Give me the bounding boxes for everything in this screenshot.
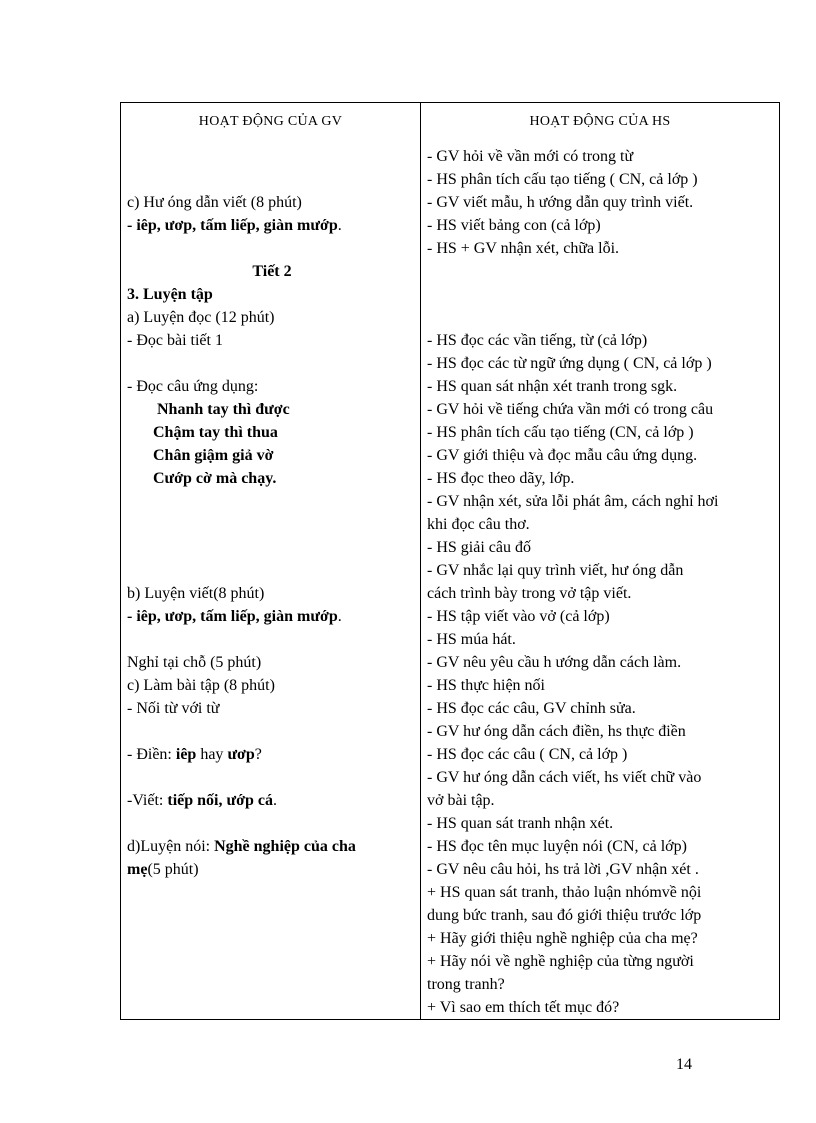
student-line: - HS đọc theo dãy, lớp. (427, 470, 575, 487)
student-line: - GV nêu yêu cầu h ướng dẫn cách làm. (427, 654, 682, 671)
section-title-luyen-tap: 3. Luyện tập (127, 286, 213, 303)
student-line: - HS giải câu đố (427, 539, 531, 556)
student-line: - HS quan sát nhận xét tranh trong sgk. (427, 378, 678, 395)
student-line: - HS đọc các vần tiếng, từ (cả lớp) (427, 332, 648, 349)
teacher-column (127, 145, 417, 881)
poem-line: Nhanh tay thì được (157, 401, 290, 418)
student-line: - HS viết bảng con (cả lớp) (427, 217, 601, 234)
teacher-line: - Đọc câu ứng dụng: (127, 378, 259, 395)
student-line: dung bức tranh, sau đó giới thiệu trước lớp (427, 907, 702, 924)
student-line: - HS đọc các câu, GV chỉnh sửa. (427, 700, 636, 717)
student-line: - HS tập viết vào vở (cả lớp) (427, 608, 610, 625)
teacher-line: - Điền: iêp hay ươp? (127, 746, 262, 763)
poem-line: Chậm tay thì thua (153, 424, 278, 441)
teacher-line: - Đọc bài tiết 1 (127, 332, 223, 349)
student-line: - GV nhắc lại quy trình viết, hư óng dẫn (427, 562, 684, 579)
student-line: - GV hỏi về tiếng chứa vần mới có trong câu (427, 401, 714, 418)
student-line: - HS quan sát tranh nhận xét. (427, 815, 614, 832)
student-line: - HS đọc các câu ( CN, cả lớp ) (427, 746, 628, 763)
student-line: - GV viết mẫu, h ướng dẫn quy trình viết. (427, 194, 694, 211)
student-line: khi đọc câu thơ. (427, 516, 530, 533)
teacher-line: -Viết: tiếp nối, ướp cá. (127, 792, 277, 809)
student-line: + Hãy giới thiệu nghề nghiệp của cha mẹ? (427, 930, 698, 947)
poem-line: Cướp cờ mà chạy. (153, 470, 277, 487)
student-line: - HS đọc các từ ngữ ứng dụng ( CN, cả lớp ) (427, 355, 712, 372)
student-line: - GV hỏi về vần mới có trong từ (427, 148, 634, 165)
header-student-activity: HOẠT ĐỘNG CỦA HS (529, 114, 671, 129)
teacher-line: - iêp, ươp, tấm liếp, giàn mướp. (127, 217, 342, 234)
student-line: - HS đọc tên mục luyện nói (CN, cả lớp) (427, 838, 687, 855)
student-line: + Hãy nói về nghề nghiệp của từng người (427, 953, 694, 970)
student-line: + HS quan sát tranh, thảo luận nhómvề nội (427, 884, 702, 901)
teacher-line: c) Hư óng dẫn viết (8 phút) (127, 194, 302, 211)
teacher-line: b) Luyện viết(8 phút) (127, 585, 265, 602)
teacher-line: d)Luyện nói: Nghề nghiệp của cha (127, 838, 356, 855)
teacher-line: - Nối từ với từ (127, 700, 220, 717)
teacher-line: - iêp, ươp, tấm liếp, giàn mướp. (127, 608, 342, 625)
student-line: - HS + GV nhận xét, chữa lỗi. (427, 240, 620, 257)
page-number: 14 (676, 1056, 692, 1073)
lesson-table (120, 102, 780, 1020)
teacher-line: c) Làm bài tập (8 phút) (127, 677, 275, 694)
student-line: trong tranh? (427, 976, 505, 993)
student-line: - GV hư óng dẫn cách viết, hs viết chữ vào (427, 769, 702, 786)
section-title-tiet-2: Tiết 2 (252, 263, 292, 280)
student-line: - GV giới thiệu và đọc mẫu câu ứng dụng. (427, 447, 698, 464)
student-line: cách trình bày trong vở tập viết. (427, 585, 632, 602)
teacher-line: a) Luyện đọc (12 phút) (127, 309, 275, 326)
header-teacher-activity: HOẠT ĐỘNG CỦA GV (198, 114, 343, 129)
student-line: + Vì sao em thích tết mục đó? (427, 999, 620, 1016)
student-line: - GV nhận xét, sửa lỗi phát âm, cách nghỉ hơi (427, 493, 719, 510)
teacher-line: Nghỉ tại chỗ (5 phút) (127, 654, 262, 671)
student-column (427, 145, 777, 1019)
column-divider (420, 103, 421, 1019)
student-line: - HS phân tích cấu tạo tiếng (CN, cả lớp ) (427, 424, 694, 441)
student-line: vở bài tập. (427, 792, 495, 809)
teacher-line: mẹ(5 phút) (127, 861, 199, 878)
student-line: - HS thực hiện nối (427, 677, 545, 694)
student-line: - GV nêu câu hỏi, hs trả lời ,GV nhận xét . (427, 861, 699, 878)
poem-line: Chân giậm giả vờ (153, 447, 274, 464)
student-line: - HS phân tích cấu tạo tiếng ( CN, cả lớp ) (427, 171, 698, 188)
student-line: - GV hư óng dẫn cách điền, hs thực điền (427, 723, 686, 740)
student-line: - HS múa hát. (427, 631, 516, 648)
